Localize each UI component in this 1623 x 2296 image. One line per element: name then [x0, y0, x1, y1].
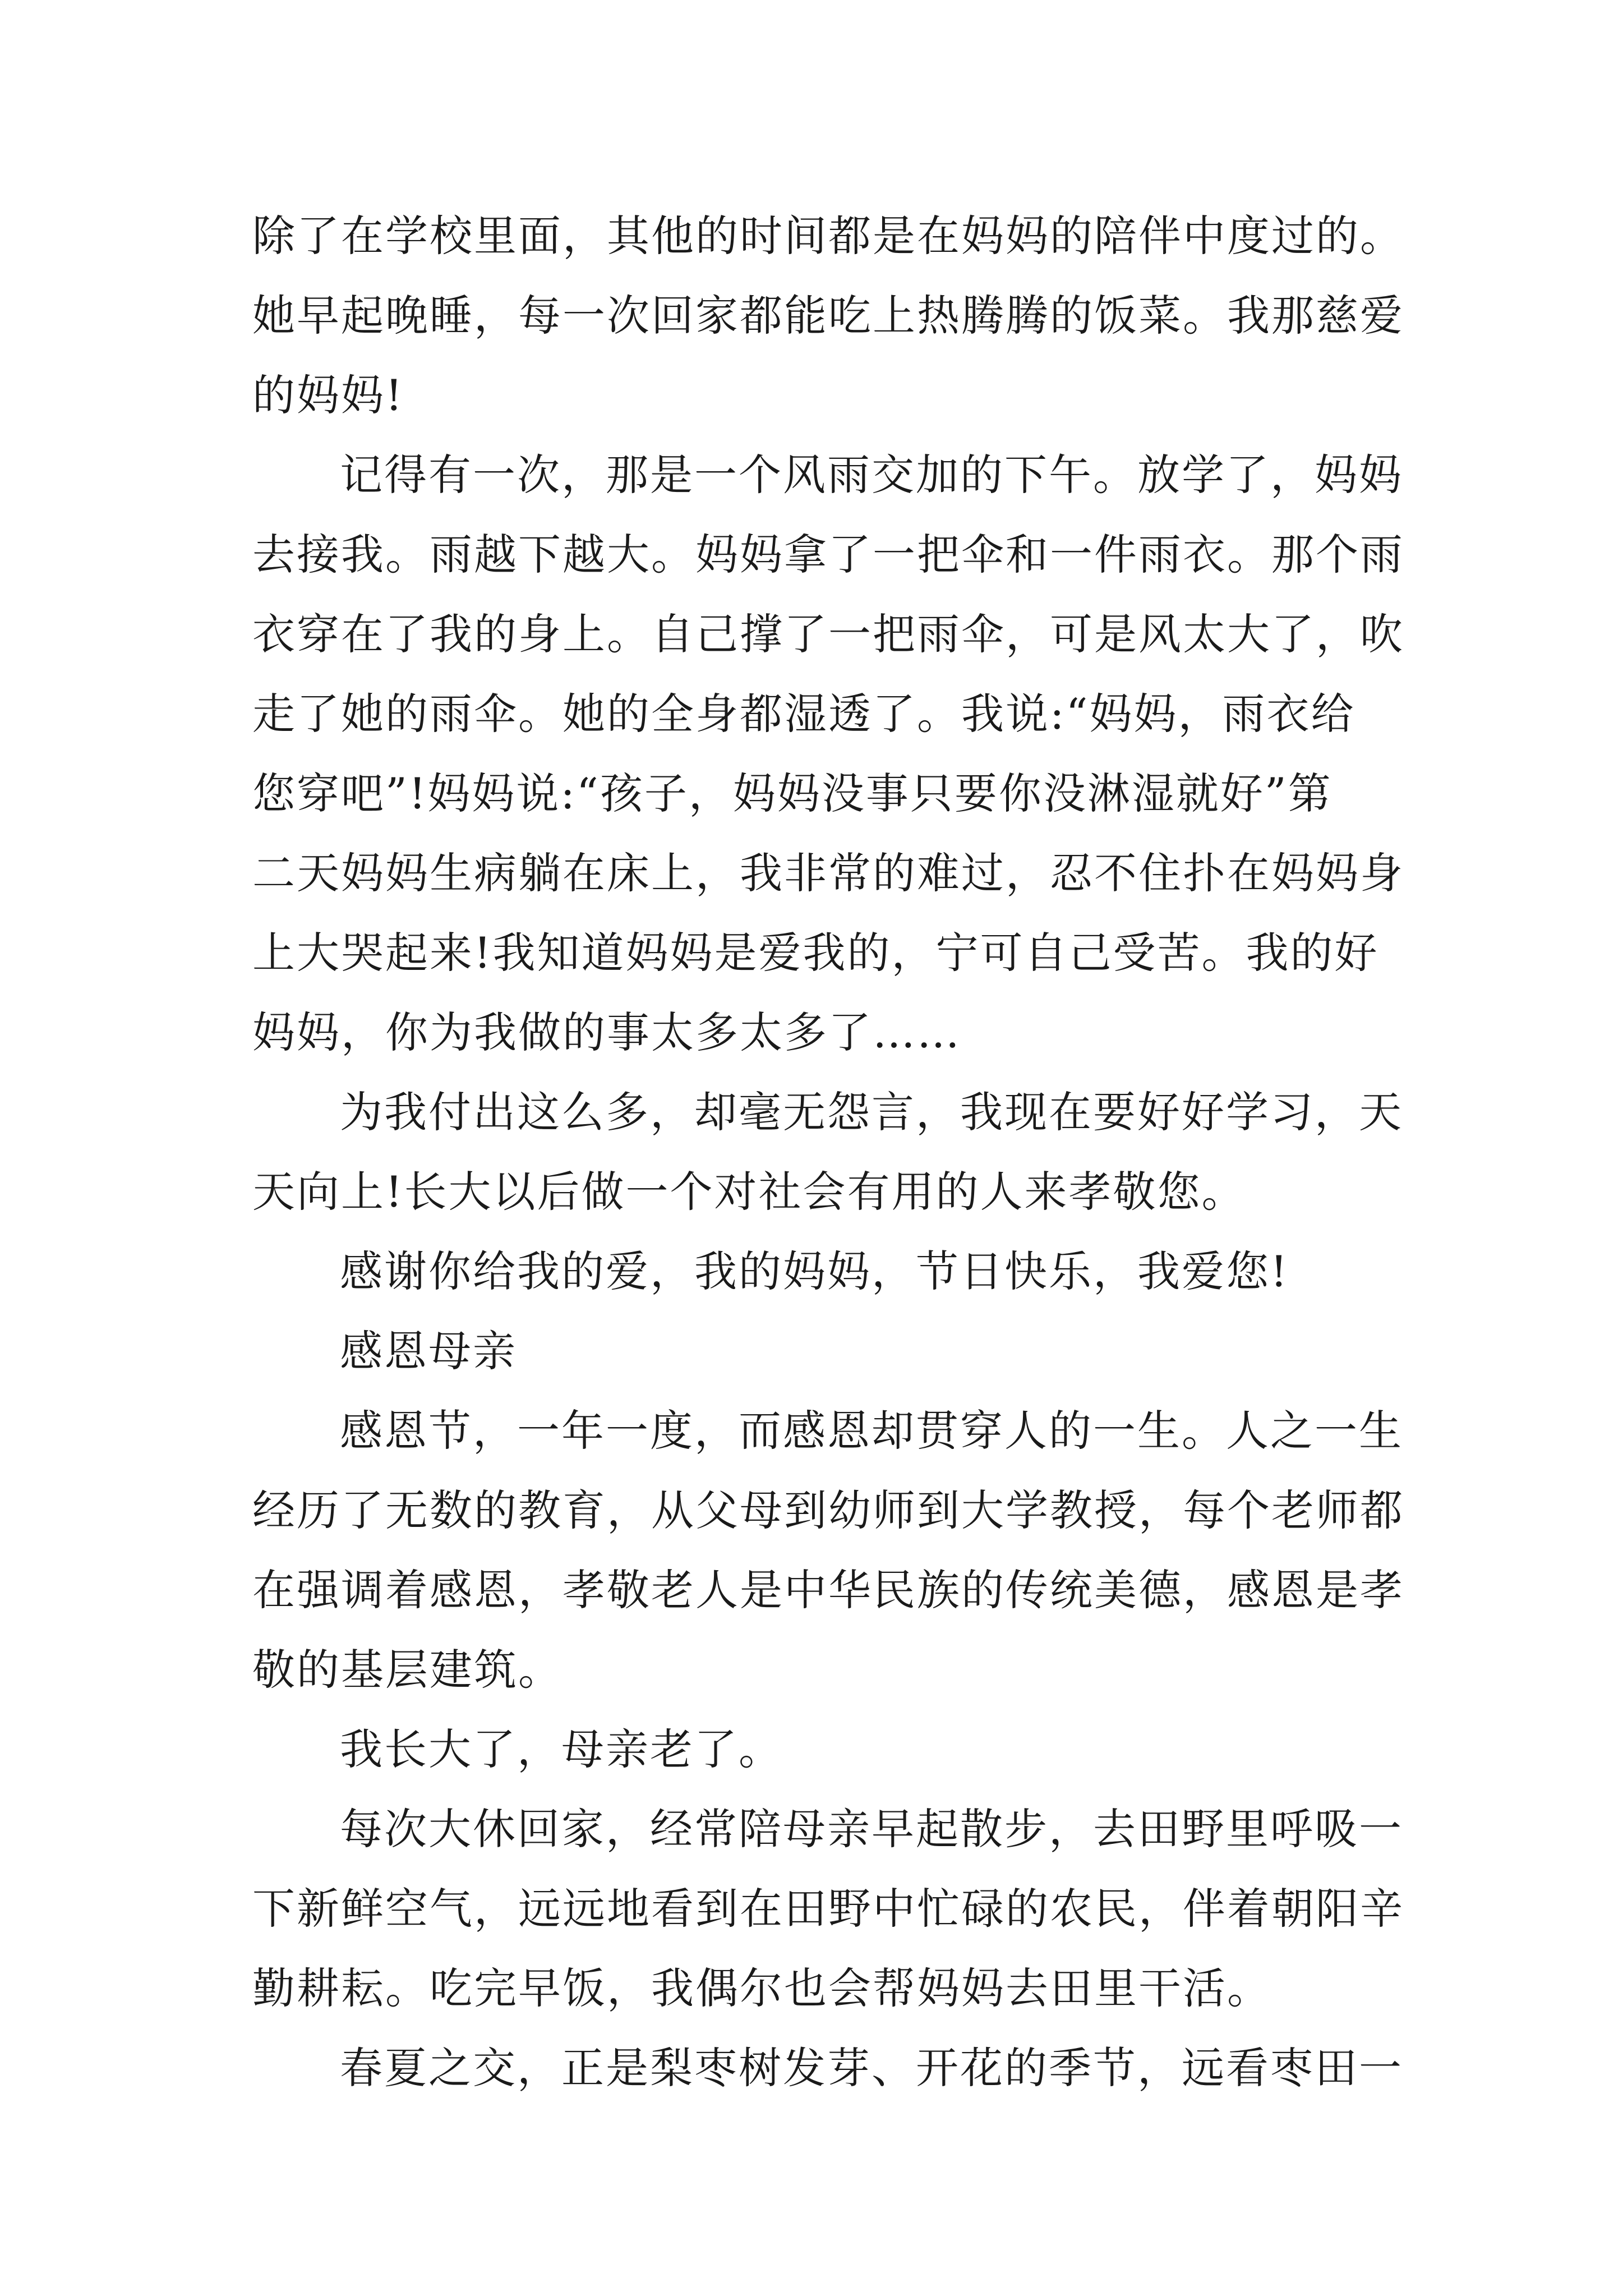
text-line: 下新鲜空气，远远地看到在田野中忙碌的农民，伴着朝阳辛	[252, 1884, 1404, 1934]
text-line: 除了在学校里面，其他的时间都是在妈妈的陪伴中度过的。	[252, 211, 1404, 261]
text-line: 二天妈妈生病躺在床上，我非常的难过，忍不住扑在妈妈身	[252, 848, 1404, 898]
text-line: 敬的基层建筑。	[252, 1645, 562, 1695]
text-line: 勤耕耘。吃完早饭，我偶尔也会帮妈妈去田里干活。	[252, 1963, 1271, 2013]
body-text	[252, 196, 1408, 2108]
text-line: 感谢你给我的爱，我的妈妈，节日快乐，我爱您!	[340, 1246, 1289, 1296]
text-line: 的妈妈!	[252, 370, 404, 420]
text-line: 走了她的雨伞。她的全身都湿透了。我说:“妈妈，雨衣给	[252, 689, 1355, 739]
text-line: 您穿吧”!妈妈说:“孩子，妈妈没事只要你没淋湿就好”第	[252, 769, 1332, 818]
text-line: 在强调着感恩，孝敬老人是中华民族的传统美德，感恩是孝	[252, 1565, 1404, 1615]
text-line: 经历了无数的教育，从父母到幼师到大学教授，每个老师都	[252, 1485, 1404, 1535]
text-line: 她早起晚睡，每一次回家都能吃上热腾腾的饭菜。我那慈爱	[252, 291, 1404, 341]
text-line: 每次大休回家，经常陪母亲早起散步，去田野里呼吸一	[340, 1804, 1403, 1854]
text-line: 天向上!长大以后做一个对社会有用的人来孝敬您。	[252, 1167, 1246, 1217]
text-line: 春夏之交，正是梨枣树发芽、开花的季节，远看枣田一	[340, 2043, 1403, 2093]
text-line: 上大哭起来!我知道妈妈是爱我的，宁可自己受苦。我的好	[252, 928, 1379, 978]
text-line: 衣穿在了我的身上。自己撑了一把雨伞，可是风太大了，吹	[252, 609, 1404, 659]
text-line: 去接我。雨越下越大。妈妈拿了一把伞和一件雨衣。那个雨	[252, 530, 1404, 579]
text-line: 妈妈，你为我做的事太多太多了……	[252, 1007, 961, 1057]
text-line: 为我付出这么多，却毫无怨言，我现在要好好学习，天	[340, 1087, 1403, 1137]
text-line: 记得有一次，那是一个风雨交加的下午。放学了，妈妈	[340, 450, 1403, 500]
text-line: 我长大了，母亲老了。	[340, 1724, 783, 1774]
text-line: 感恩节，一年一度，而感恩却贯穿人的一生。人之一生	[340, 1406, 1403, 1456]
section-heading: 感恩母亲	[340, 1326, 517, 1376]
